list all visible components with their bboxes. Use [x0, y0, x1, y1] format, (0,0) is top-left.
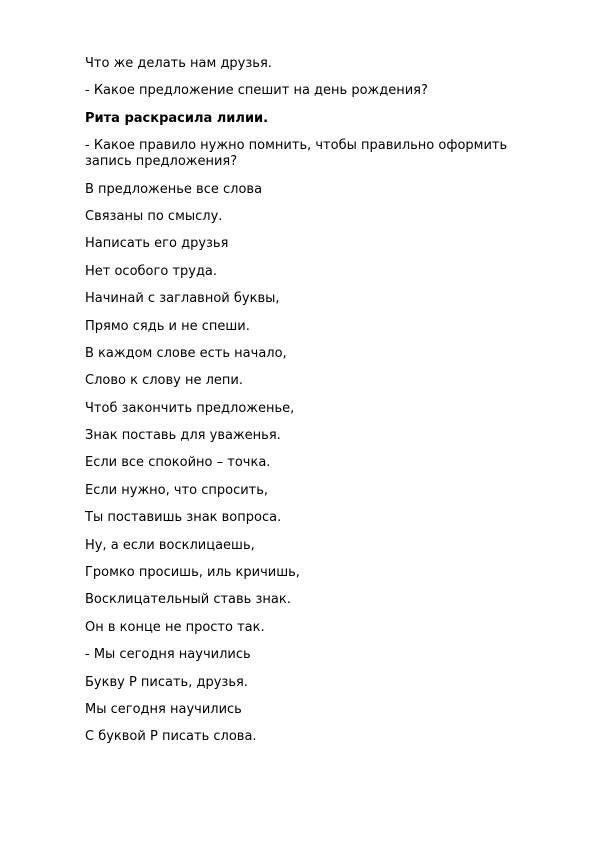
poem-line-1: В предложенье все слова: [85, 181, 263, 197]
poem-line-5: Начинай с заглавной буквы,: [85, 291, 280, 307]
document-page: [85, 56, 545, 757]
poem-line-13: Ты поставишь знак вопроса.: [85, 510, 282, 526]
text-line-2: - Какое предложение спешит на день рождения?: [85, 83, 428, 99]
poem-line-12: Если нужно, что спросить,: [85, 482, 269, 498]
poem-line-14: Ну, а если восклицаешь,: [85, 537, 255, 553]
poem-line-4: Нет особого труда.: [85, 263, 218, 279]
poem-line-9: Чтоб закончить предложенье,: [85, 400, 295, 416]
poem-line-17: Он в конце не просто так.: [85, 619, 265, 635]
closing-line-4: С буквой Р писать слова.: [85, 729, 257, 745]
example-sentence: Рита раскрасила лилии.: [85, 110, 269, 126]
poem-line-8: Слово к слову не лепи.: [85, 373, 243, 389]
text-line-1: Что же делать нам друзья.: [85, 56, 272, 71]
question-line: - Какое правило нужно помнить, чтобы правильно оформить запись предложения?: [85, 138, 508, 170]
closing-line-2: Букву Р писать, друзья.: [85, 674, 248, 690]
poem-line-6: Прямо сядь и не спеши.: [85, 318, 250, 334]
poem-line-10: Знак поставь для уваженья.: [85, 428, 281, 444]
poem-line-16: Восклицательный ставь знак.: [85, 592, 291, 608]
poem-line-3: Написать его друзья: [85, 236, 229, 252]
poem-line-7: В каждом слове есть начало,: [85, 345, 287, 361]
poem-line-15: Громко просишь, иль кричишь,: [85, 565, 300, 581]
closing-line-1: - Мы сегодня научились: [85, 647, 251, 663]
poem-line-11: Если все спокойно – точка.: [85, 455, 271, 471]
poem-line-2: Связаны по смыслу.: [85, 208, 223, 224]
closing-line-3: Мы сегодня научились: [85, 701, 242, 717]
